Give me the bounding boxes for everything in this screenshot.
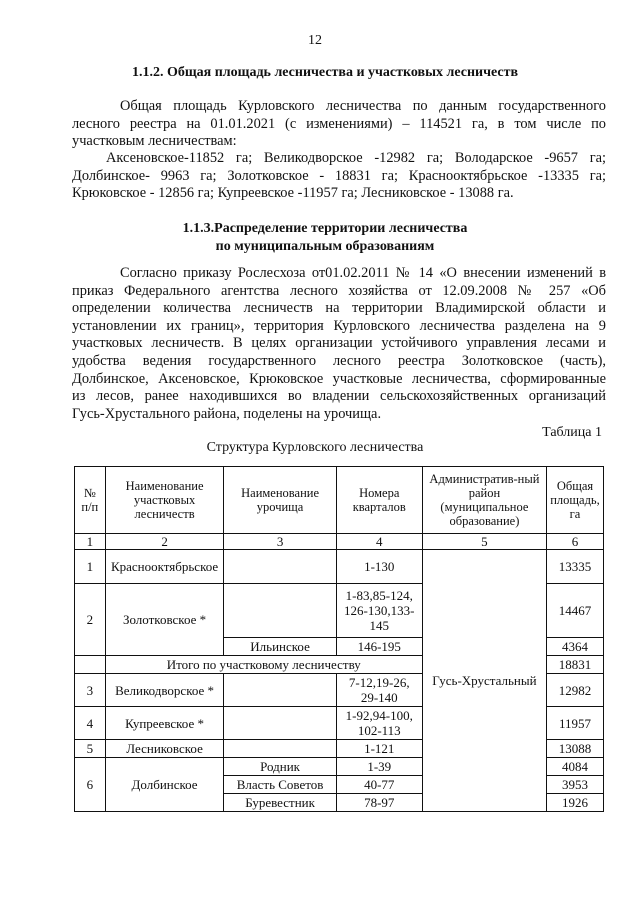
paragraph-order — [72, 265, 606, 423]
cell-area: 13088 — [546, 740, 603, 758]
cell-tract — [224, 707, 336, 740]
cell-num: 2 — [75, 584, 106, 656]
table-caption: Структура Курловского лесничества — [206, 440, 424, 455]
cell-quarters: 146-195 — [336, 638, 422, 656]
cell-area: 18831 — [546, 656, 603, 674]
cell-num: 4 — [75, 707, 106, 740]
page-number: 12 — [308, 33, 322, 48]
paragraph-line: Согласно приказу Рослесхоза от01.02.2011 № 14 «О внесении изменений в — [120, 265, 606, 281]
paragraph-line: из лесов, ранее находившихся во владении сельскохозяйственных организаций — [72, 388, 606, 405]
header-district: Административ-ный район (муниципальное образование) — [422, 467, 546, 534]
table-header-row — [75, 467, 604, 534]
heading-line: 1.1.3.Распределение территории лесничества — [182, 221, 468, 236]
table-row — [75, 550, 604, 584]
cell-area: 13335 — [546, 550, 603, 584]
table-index-row — [75, 534, 604, 550]
section-heading-1-1-2: 1.1.2. Общая площадь лесничества и участковых лесничеств — [131, 65, 519, 80]
paragraph-line: Крюковское - 12856 га; Купреевское -11957 га; Лесниковское - 13088 га. — [72, 185, 514, 202]
cell-area: 4364 — [546, 638, 603, 656]
cell-tract — [224, 584, 336, 638]
cell-tract: Власть Советов — [224, 776, 336, 794]
cell-num: 1 — [75, 550, 106, 584]
paragraph-line: лесного реестра на 01.01.2021 (с изменениями) – 114521 га, в том числе по — [72, 115, 606, 132]
cell-quarters: 78-97 — [336, 794, 422, 812]
paragraph-line: приказ Федерального агентства лесного хозяйства от 12.09.2008 № 257 «Об — [72, 282, 606, 299]
cell-area: 4084 — [546, 758, 603, 776]
index-cell: 5 — [422, 534, 546, 550]
cell-quarters: 40-77 — [336, 776, 422, 794]
paragraph-line: Долбинское, Аксеновское, Крюковское участковые лесничества, сформированные — [72, 370, 606, 387]
paragraph-line: удобства ведения государственного лесного реестра Золотковское (часть), — [72, 352, 606, 369]
cell-district: Гусь-Хрустальный — [422, 550, 546, 812]
cell-num: 5 — [75, 740, 106, 758]
cell-num — [75, 656, 106, 674]
index-cell: 4 — [336, 534, 422, 550]
cell-tract: Родник — [224, 758, 336, 776]
paragraph-line: Общая площадь Курловского лесничества по данным государственного — [120, 98, 606, 114]
index-cell: 2 — [105, 534, 224, 550]
paragraph-line: Долбинское- 9963 га; Золотковское - 18831 га; Краснооктябрьское -13335 га; — [72, 167, 606, 184]
cell-tract — [224, 674, 336, 707]
paragraph-line: участковым лесничествам: — [72, 133, 237, 150]
section-heading-1-1-3 — [60, 220, 590, 256]
cell-area: 1926 — [546, 794, 603, 812]
cell-quarters: 7-12,19-26, 29-140 — [336, 674, 422, 707]
paragraph-line: участковых лесничеств. В целях организации устойчивого управления лесами и — [72, 335, 606, 352]
paragraph-line: Аксеновское-11852 га; Великодворское -12982 га; Володарское -9657 га; — [106, 150, 606, 166]
cell-tract: Ильинское — [224, 638, 336, 656]
header-tract: Наименование урочища — [224, 467, 336, 534]
cell-quarters: 1-130 — [336, 550, 422, 584]
header-num: № п/п — [75, 467, 106, 534]
cell-area: 12982 — [546, 674, 603, 707]
cell-name: Краснооктябрьское — [105, 550, 224, 584]
cell-quarters: 1-83,85-124, 126-130,133-145 — [336, 584, 422, 638]
cell-tract — [224, 740, 336, 758]
cell-tract: Буревестник — [224, 794, 336, 812]
index-cell: 6 — [546, 534, 603, 550]
paragraph-district-areas — [72, 150, 606, 203]
cell-area: 11957 — [546, 707, 603, 740]
cell-name: Купреевское * — [105, 707, 224, 740]
paragraph-total-area — [72, 98, 606, 151]
table-label: Таблица 1 — [542, 425, 602, 440]
heading-line: по муниципальным образованиям — [215, 239, 435, 254]
header-quarters: Номера кварталов — [336, 467, 422, 534]
header-area: Общая площадь, га — [546, 467, 603, 534]
index-cell: 3 — [224, 534, 336, 550]
cell-area: 3953 — [546, 776, 603, 794]
cell-name: Лесниковское — [105, 740, 224, 758]
cell-quarters: 1-39 — [336, 758, 422, 776]
cell-name: Золотковское * — [105, 584, 224, 656]
paragraph-line: определении количества лесничеств на территории Владимирской области и — [72, 300, 606, 317]
paragraph-line: Гусь-Хрустального района, поделены на урочища. — [72, 405, 382, 422]
cell-tract — [224, 550, 336, 584]
cell-total-label: Итого по участковому лесничеству — [105, 656, 422, 674]
cell-name: Долбинское — [105, 758, 224, 812]
header-name: Наименование участковых лесничеств — [105, 467, 224, 534]
paragraph-line: установлении их границ», территория Курловского лесничества разделена на 9 — [72, 317, 606, 334]
cell-area: 14467 — [546, 584, 603, 638]
index-cell: 1 — [75, 534, 106, 550]
structure-table — [74, 466, 604, 812]
cell-name: Великодворское * — [105, 674, 224, 707]
cell-num: 3 — [75, 674, 106, 707]
cell-quarters: 1-92,94-100, 102-113 — [336, 707, 422, 740]
cell-quarters: 1-121 — [336, 740, 422, 758]
cell-num: 6 — [75, 758, 106, 812]
